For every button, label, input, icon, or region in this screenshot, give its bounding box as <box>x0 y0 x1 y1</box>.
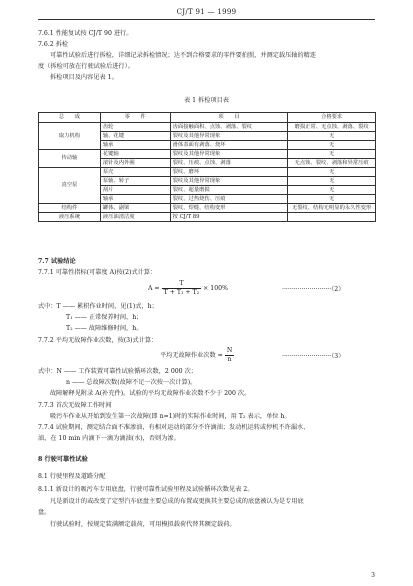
item-cell: 滑体表面有剥落、烧坏 <box>170 141 288 150</box>
assembly-cell: 传动轴 <box>39 150 101 168</box>
paragraph-line: 油，在 10 min 内滴下一滴为滴油(水)，否则为渗。 <box>38 435 180 442</box>
section-8: 8 行驶可靠性试验 <box>38 456 88 463</box>
item-cell: 裂纹、压痕、点蚀、剥落 <box>170 159 288 168</box>
paragraph-line: 可靠性试验后进行拆检，详细记录拆检情况；达不到合格要求的零件要拍照，并测定载压轴的精连 <box>50 52 317 59</box>
paragraph-line: 故障解释见附录 A(补充件)。试验的平均无故障作业次数不少于 200 次。 <box>50 390 251 397</box>
part-cell: 轴承 <box>100 195 170 204</box>
table-header-cell: 零 件 <box>100 113 170 123</box>
where-line: 式中：N —— 工作装置可靠性试验循环次数，2 000 次； <box>38 368 197 375</box>
item-cell: 裂纹、磨坏 <box>170 168 288 177</box>
paragraph-line: 吸污车作业从开始到发生第一次故障(即 n=1)时的实际作业时间，用 T₂ 表示，单位 h。 <box>50 413 291 420</box>
requirement-cell: 无 <box>288 195 376 204</box>
assembly-cell: 取力机构 <box>39 123 101 150</box>
part-cell: 液压油清洁度 <box>100 213 170 222</box>
paragraph-line: 拆检项目及内容见表 1。 <box>50 74 118 81</box>
requirement-cell: 无 <box>288 168 376 177</box>
item-cell: 裂纹及其他异常现象 <box>170 177 288 186</box>
formula-lhs: 平均无故障作业次数 = <box>160 352 223 359</box>
table-row <box>39 213 376 222</box>
part-cell: 泵轴、转子 <box>100 177 170 186</box>
part-cell: 齿轮 <box>100 123 170 132</box>
requirement-cell: 无 <box>288 177 376 186</box>
item-cell: 裂纹及其他异常现象 <box>170 150 288 159</box>
clause-7-7-3: 7.7.3 首次无故障工作时间 <box>38 402 112 409</box>
part-cell: 轴承 <box>100 141 170 150</box>
table-header-cell: 总 成 <box>39 113 101 123</box>
table-row <box>39 204 376 213</box>
part-cell: 花键轴 <box>100 150 170 159</box>
requirement-cell: 无 <box>288 132 376 141</box>
formula-numerator: T <box>162 280 202 289</box>
requirement-cell <box>288 213 376 222</box>
requirement-cell: 磨损正常、无点蚀、剥落、裂纹 <box>288 123 376 132</box>
clause-8-1-1: 8.1.1 新设计的吸污车专用底盘，行驶可靠性试验里程及试验循环次数见表 2。 <box>38 486 254 493</box>
formula-2 <box>148 280 228 297</box>
part-cell: 轴、花键 <box>100 132 170 141</box>
requirement-cell: 无 <box>288 186 376 195</box>
formula-denominator: n <box>227 356 232 363</box>
formula-3 <box>160 347 234 364</box>
part-cell: 罐体、副梁 <box>100 204 170 213</box>
part-cell: 刮片 <box>100 186 170 195</box>
item-cell: 裂纹及其他异常现象 <box>170 132 288 141</box>
part-cell: 泵壳 <box>100 168 170 177</box>
page-header: CJ/T 91 — 1999 <box>176 8 237 16</box>
table-header-cell: 项 目 <box>170 113 288 123</box>
where-line: 式中：T —— 累积作业时间，见(1)式，h； <box>38 303 158 310</box>
table-caption: 表 1 拆检项目表 <box>184 97 229 104</box>
clause-7-6-1: 7.6.1 性能复试按 CJ/T 90 进行。 <box>38 30 133 37</box>
formula-lhs: A = <box>148 285 160 292</box>
part-cell: 滚针及内外圈 <box>100 159 170 168</box>
clause-7-6-2: 7.6.2 拆检 <box>38 41 69 48</box>
formula-numerator: N <box>226 347 233 354</box>
formula-denominator: T + T₁ + T₂ <box>163 289 200 296</box>
requirement-cell: 无 <box>288 141 376 150</box>
item-cell: 齿面接触面积、点蚀、剥落、裂纹 <box>170 123 288 132</box>
clause-8-1: 8.1 行驶里程及道路分配 <box>38 473 106 480</box>
table-row <box>39 150 376 159</box>
clause-7-7-1: 7.7.1 可靠性指标(可靠度 A)按(2)式计算： <box>38 269 157 276</box>
where-line: T₂ —— 故障维修时间，h。 <box>66 325 143 332</box>
table-row <box>39 168 376 177</box>
page-number: 3 <box>371 572 375 579</box>
table-row <box>39 123 376 132</box>
paragraph-line: 凡是新设计的或改变了定型汽车底盘主要总成的布置或更换其主要总成的底盘被认为是专用底 <box>50 498 304 505</box>
section-7-7: 7.7 试验结论 <box>38 258 76 265</box>
assembly-cell: 液压系统 <box>39 213 101 222</box>
assembly-cell: 真空泵 <box>39 168 101 204</box>
requirement-cell: 无点蚀、裂纹、剥落和异常压痕 <box>288 159 376 168</box>
inspection-table <box>38 112 376 222</box>
clause-7-7-4: 7.7.4 试验期间，测定结合面不准渗油，有相对运动的部分不许滴油；发动机运转或停机不许漏水、 <box>38 424 310 431</box>
paragraph-line: 盘。 <box>38 509 51 516</box>
item-cell: 按 CJ/T 89 <box>170 213 288 222</box>
paragraph-line: 行驶试验时，按规定装满额定载荷，可用模拟载荷代替其额定载荷。 <box>50 521 236 528</box>
formula-2-tag: ·························（2） <box>282 286 345 293</box>
formula-fraction <box>162 280 202 297</box>
formula-3-tag: ·························（3） <box>282 353 345 360</box>
assembly-cell: 结构件 <box>39 204 101 213</box>
formula-fraction <box>225 347 234 364</box>
where-line: T₁ —— 正常保养时间，h； <box>66 314 143 321</box>
header-rule <box>38 19 375 20</box>
requirement-cell: 无裂纹、结构无明显的永久性变形 <box>288 204 376 213</box>
item-cell: 裂纹、焊缝、结构变形 <box>170 204 288 213</box>
paragraph-line: 度（拆检可放在行驶试验后进行）。 <box>38 63 134 70</box>
where-line: n —— 总故障次数(故障不足一次按一次计算)。 <box>66 379 197 386</box>
formula-tail: × 100% <box>203 285 228 292</box>
table-header-cell: 合格要求 <box>288 113 376 123</box>
requirement-cell: 无 <box>288 150 376 159</box>
clause-7-7-2: 7.7.2 平均无故障作业次数，按(3)式计算： <box>38 337 158 344</box>
item-cell: 裂纹、过热烧伤、压痕 <box>170 195 288 204</box>
item-cell: 裂纹、超量磨损 <box>170 186 288 195</box>
